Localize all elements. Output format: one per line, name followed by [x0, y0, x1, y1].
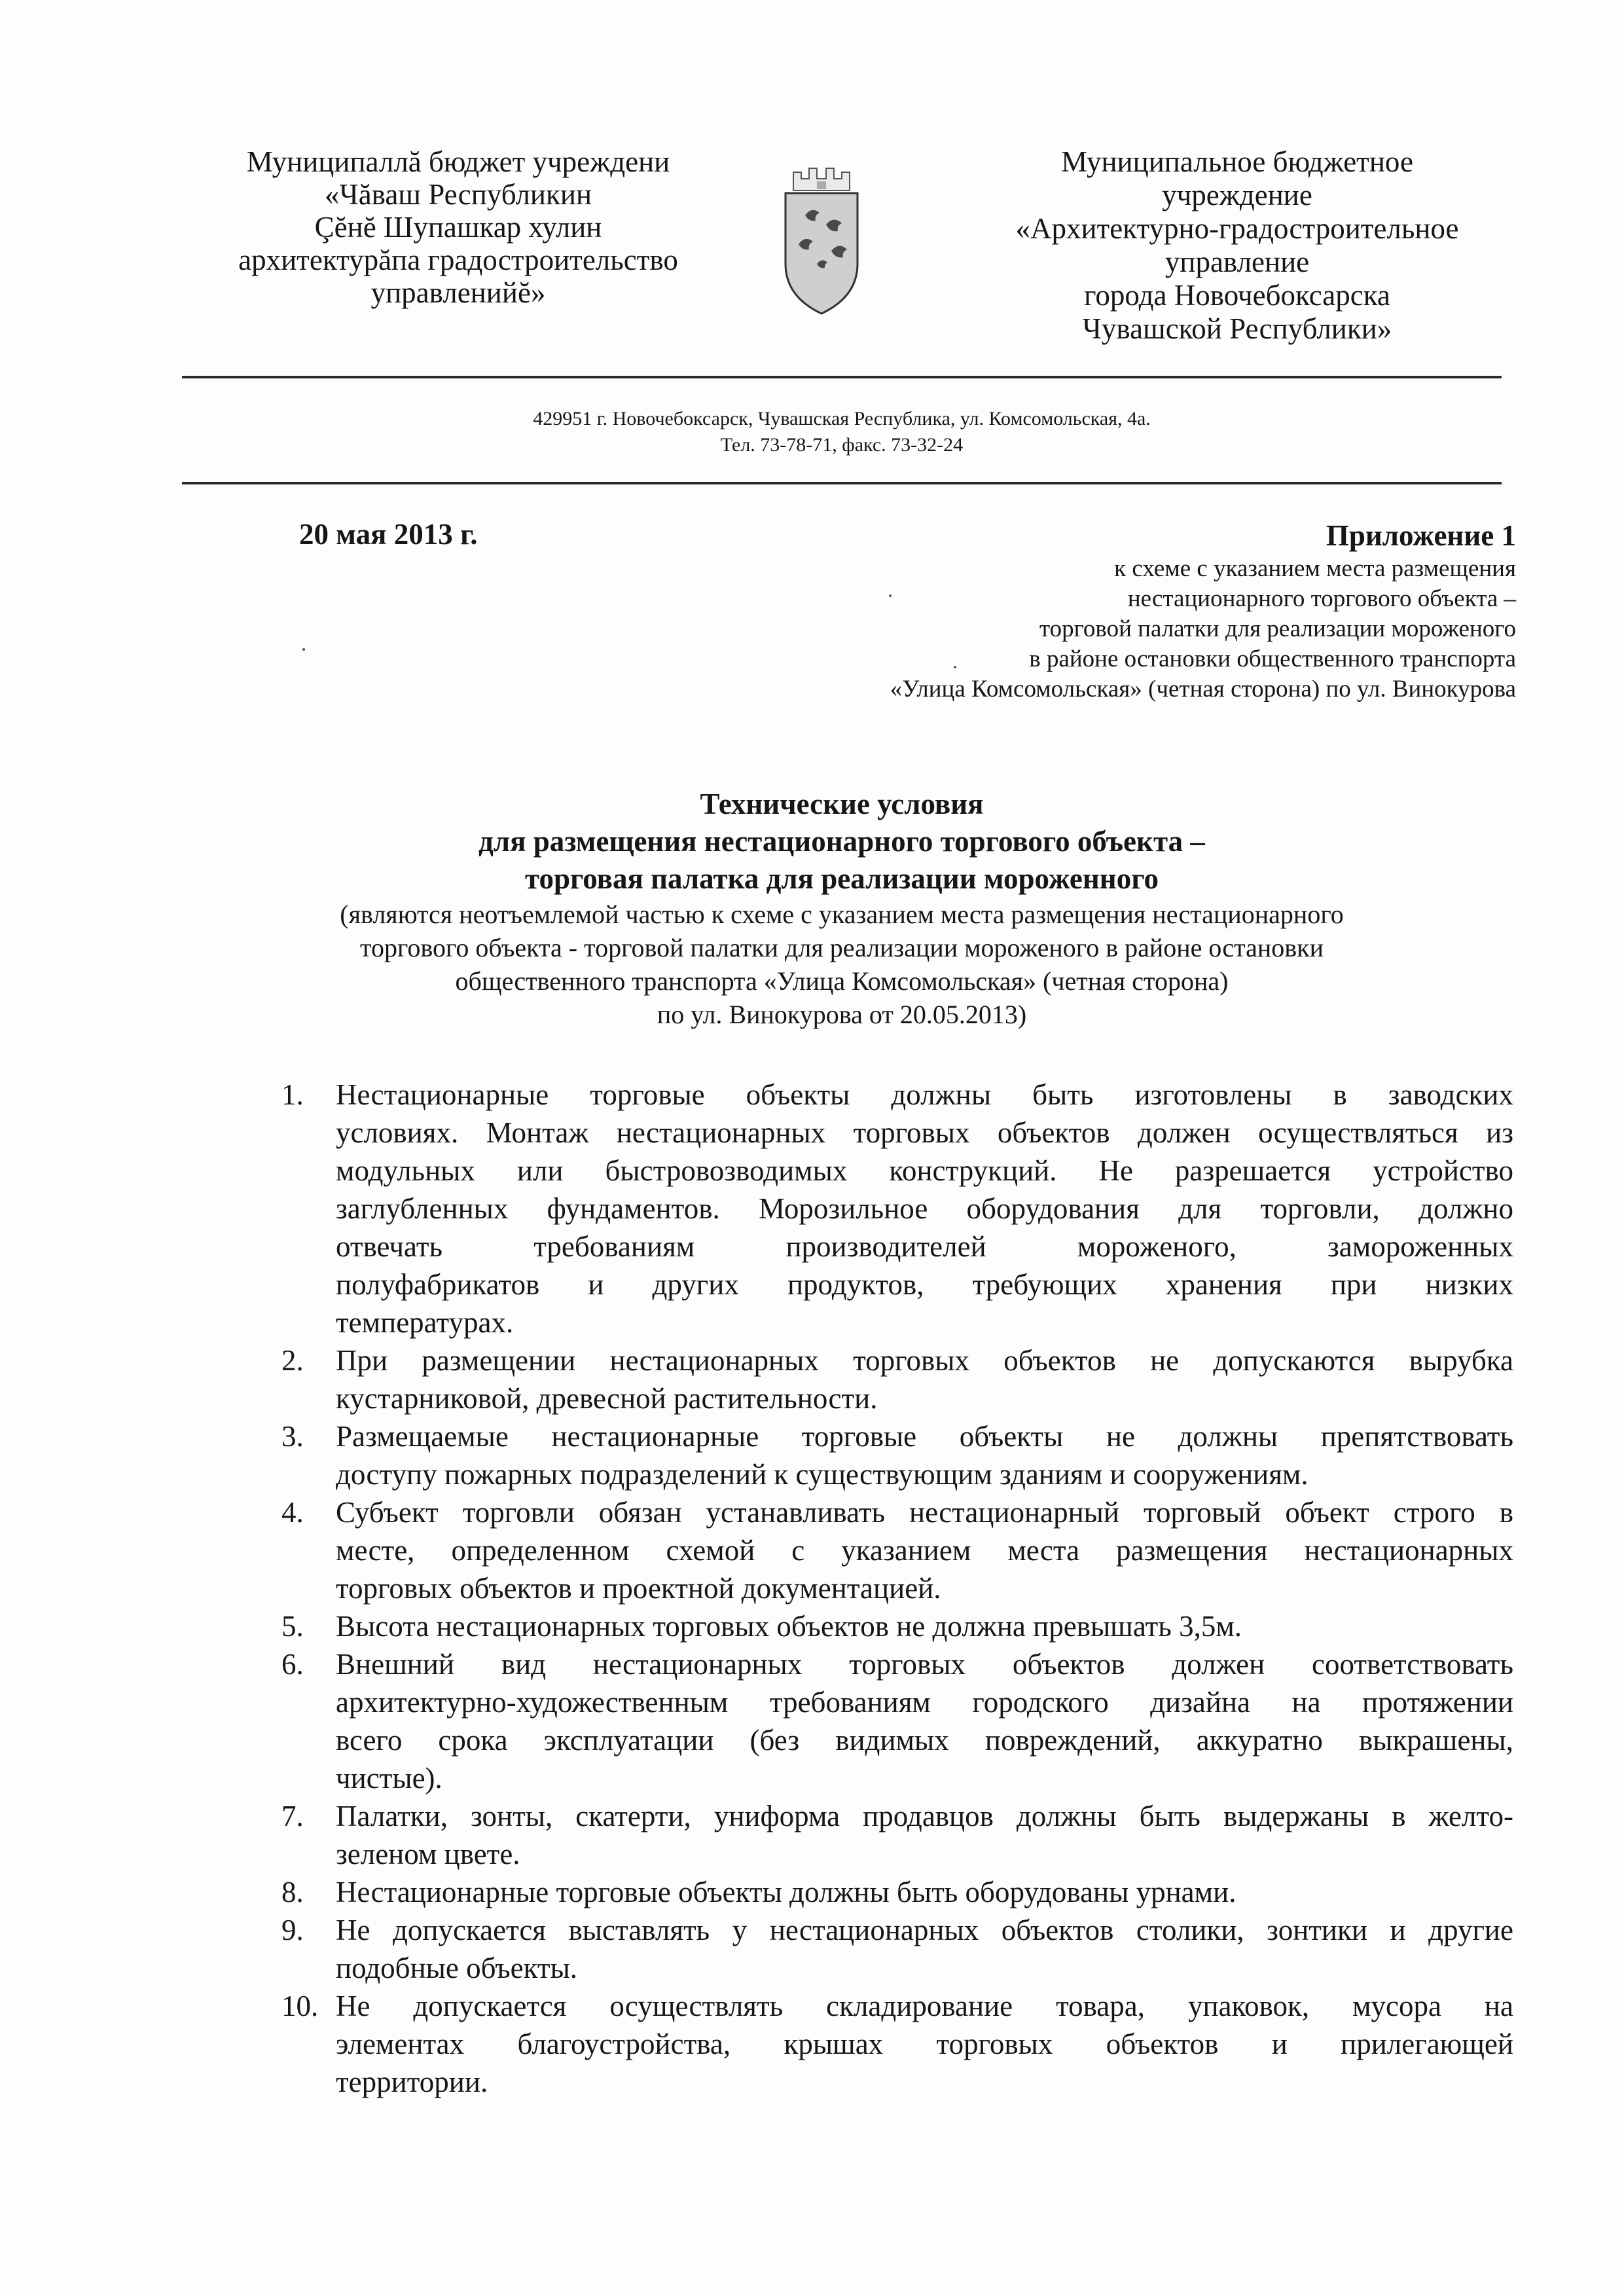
- item-text-line: доступу пожарных подразделений к существующим зданиям и сооружениям.: [336, 1458, 1308, 1491]
- letterhead-left-line: Муниципаллă бюджет учреждени: [246, 145, 670, 178]
- item-text-line: элементах благоустройства, крышах торговых объектов и прилегающей: [336, 2028, 1513, 2060]
- item-text-line: температурах.: [336, 1306, 514, 1339]
- letterhead-left: [196, 145, 720, 309]
- item-text-line: заглубленных фундаментов. Морозильное оборудования для торговли, должно: [336, 1192, 1513, 1225]
- item-text-line: Нестационарные торговые объекты должны быть оборудованы урнами.: [336, 1876, 1236, 1908]
- item-text-line: месте, определенном схемой с указанием места размещения нестационарных: [336, 1534, 1513, 1567]
- phone-fax-line: Тел. 73-78-71, факс. 73-32-24: [720, 434, 964, 456]
- item-number: 6.: [281, 1648, 304, 1681]
- item-text-line: Высота нестационарных торговых объектов не должна превышать 3,5м.: [336, 1610, 1242, 1643]
- letterhead-right-line: учреждение: [1162, 179, 1312, 211]
- item-number: 10.: [281, 1990, 319, 2022]
- list-item: [281, 1873, 1513, 1911]
- item-text-line: кустарниковой, древесной растительности.: [336, 1382, 878, 1415]
- list-item: [281, 1797, 1513, 1873]
- appendix-line: торговой палатки для реализации мороженого: [1039, 615, 1516, 642]
- item-number: 9.: [281, 1914, 304, 1946]
- item-number: 8.: [281, 1876, 304, 1908]
- item-number: 4.: [281, 1496, 304, 1529]
- item-text-line: торговых объектов и проектной документацией.: [336, 1572, 941, 1605]
- title-line: для размещения нестационарного торгового объекта –: [478, 825, 1205, 858]
- item-number: 1.: [281, 1078, 304, 1111]
- letterhead-left-line: архитектурăпа градостроительство: [238, 244, 678, 276]
- letterhead-left-line: Çĕнĕ Шупашкар хулин: [314, 211, 602, 244]
- list-item: [281, 1987, 1513, 2101]
- appendix-title: Приложение 1: [1326, 519, 1516, 552]
- list-item: [281, 1911, 1513, 1987]
- address-block: [182, 406, 1502, 458]
- appendix-line: нестационарного торгового объекта –: [1127, 585, 1516, 612]
- item-text-line: Нестационарные торговые объекты должны быть изготовлены в заводских: [336, 1078, 1513, 1111]
- title-line: торговая палатка для реализации мороженного: [524, 862, 1159, 895]
- letterhead-right-line: города Новочебоксарска: [1084, 279, 1390, 312]
- item-text-line: полуфабрикатов и других продуктов, требующих хранения при низких: [336, 1268, 1513, 1301]
- item-text-line: Размещаемые нестационарные торговые объекты не должны препятствовать: [336, 1420, 1513, 1453]
- item-number: 3.: [281, 1420, 304, 1453]
- subtitle-line: (являются неотъемлемой частью к схеме с указанием места размещения нестационарного: [340, 900, 1344, 929]
- scan-speck: [954, 666, 956, 668]
- item-text-line: Внешний вид нестационарных торговых объектов должен соответствовать: [336, 1648, 1513, 1681]
- item-text-line: условиях. Монтаж нестационарных торговых объектов должен осуществляться из: [336, 1116, 1513, 1149]
- scan-speck: [889, 594, 892, 597]
- list-item: [281, 1417, 1513, 1493]
- appendix-line: «Улица Комсомольская» (четная сторона) по ул. Винокурова: [890, 676, 1516, 702]
- item-text-line: Не допускается выставлять у нестационарных объектов столики, зонтики и другие: [336, 1914, 1513, 1946]
- header-divider-top: [182, 376, 1502, 378]
- item-text-line: всего срока эксплуатации (без видимых повреждений, аккуратно выкрашены,: [336, 1724, 1513, 1757]
- item-text-line: При размещении нестационарных торговых объектов не допускаются вырубка: [336, 1344, 1513, 1377]
- list-item: [281, 1645, 1513, 1797]
- item-text-line: Не допускается осуществлять складирование товара, упаковок, мусора на: [336, 1990, 1513, 2022]
- item-text-line: Палатки, зонты, скатерти, униформа продавцов должны быть выдержаны в желто-: [336, 1800, 1513, 1832]
- item-text-line: Субъект торговли обязан устанавливать нестационарный торговый объект строго в: [336, 1496, 1513, 1529]
- appendix-line: в районе остановки общественного транспорта: [1029, 646, 1516, 672]
- letterhead-right: [969, 145, 1506, 346]
- list-item: [281, 1493, 1513, 1607]
- letterhead-right-line: управление: [1164, 246, 1310, 278]
- subtitle-line: общественного транспорта «Улица Комсомольская» (четная сторона): [455, 966, 1229, 996]
- item-number: 5.: [281, 1610, 304, 1643]
- header-divider-bottom: [182, 482, 1502, 484]
- document-title: [182, 786, 1502, 1031]
- letterhead-left-line: управленийĕ»: [370, 276, 546, 309]
- city-coat-of-arms-icon: [779, 153, 864, 318]
- scan-speck: [302, 648, 305, 651]
- title-line: Технические условия: [700, 788, 984, 820]
- letterhead-right-line: Чувашской Республики»: [1082, 312, 1392, 345]
- letterhead-left-line: «Чăваш Республикин: [324, 178, 592, 211]
- item-text-line: территории.: [336, 2066, 488, 2098]
- subtitle-line: торгового объекта - торговой палатки для реализации мороженого в районе остановки: [359, 933, 1324, 962]
- letterhead-right-line: «Архитектурно-градостроительное: [1015, 212, 1459, 245]
- list-item: [281, 1607, 1513, 1645]
- list-item: [281, 1076, 1513, 1341]
- letterhead-right-line: Муниципальное бюджетное: [1061, 145, 1413, 178]
- item-text-line: чистые).: [336, 1762, 442, 1795]
- address-line: 429951 г. Новочебоксарск, Чувашская Республика, ул. Комсомольская, 4а.: [533, 408, 1151, 429]
- item-text-line: подобные объекты.: [336, 1952, 578, 1984]
- appendix-block: [665, 517, 1516, 704]
- item-text-line: отвечать требованиям производителей мороженого, замороженных: [336, 1230, 1513, 1263]
- document-date: 20 мая 2013 г.: [299, 518, 478, 551]
- list-item: [281, 1341, 1513, 1417]
- item-text-line: архитектурно-художественным требованиям городского дизайна на протяжении: [336, 1686, 1513, 1719]
- conditions-list: [281, 1076, 1513, 2101]
- appendix-line: к схеме с указанием места размещения: [1114, 555, 1516, 582]
- item-text-line: модульных или быстровозводимых конструкций. Не разрешается устройство: [336, 1154, 1513, 1187]
- item-text-line: зеленом цвете.: [336, 1838, 520, 1870]
- subtitle-line: по ул. Винокурова от 20.05.2013): [657, 1000, 1027, 1029]
- item-number: 7.: [281, 1800, 304, 1832]
- item-number: 2.: [281, 1344, 304, 1377]
